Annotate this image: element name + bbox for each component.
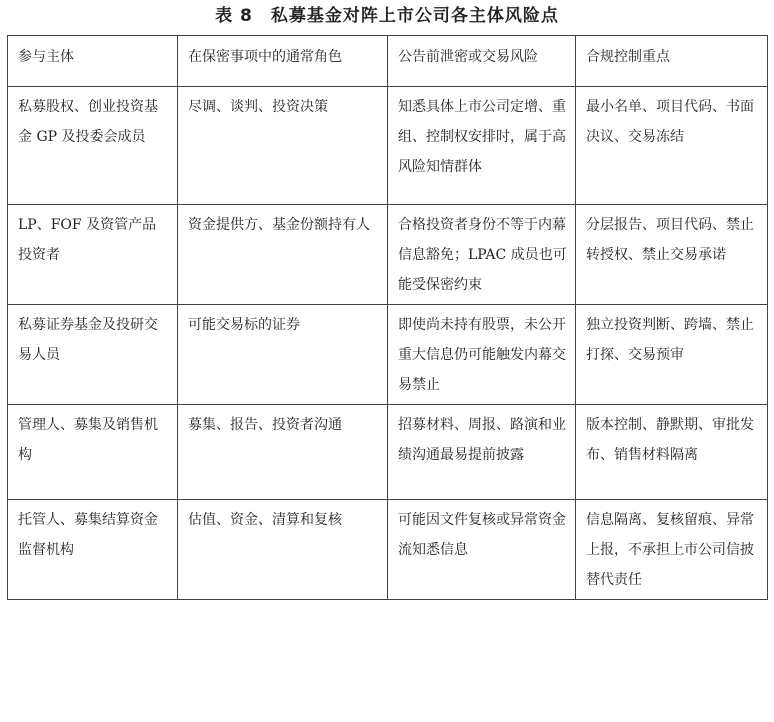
table-row — [8, 305, 768, 405]
cell-participant: 私募证券基金及投研交易人员 — [8, 305, 178, 405]
cell-leak-risk: 可能因文件复核或异常资金流知悉信息 — [388, 500, 576, 600]
table-row — [8, 405, 768, 500]
table-row — [8, 205, 768, 305]
cell-compliance-focus: 独立投资判断、跨墙、禁止打探、交易预审 — [576, 305, 768, 405]
table-title: 表 8 私募基金对阵上市公司各主体风险点 — [215, 6, 559, 26]
table-row — [8, 500, 768, 600]
header-leak-risk: 公告前泄密或交易风险 — [388, 36, 576, 87]
cell-compliance-focus: 分层报告、项目代码、禁止转授权、禁止交易承诺 — [576, 205, 768, 305]
header-role: 在保密事项中的通常角色 — [178, 36, 388, 87]
cell-participant: LP、FOF 及资管产品投资者 — [8, 205, 178, 305]
header-participant: 参与主体 — [8, 36, 178, 87]
table-header-row — [8, 36, 768, 87]
cell-compliance-focus: 最小名单、项目代码、书面决议、交易冻结 — [576, 87, 768, 205]
cell-role: 募集、报告、投资者沟通 — [178, 405, 388, 500]
cell-leak-risk: 即使尚未持有股票，未公开重大信息仍可能触发内幕交易禁止 — [388, 305, 576, 405]
risk-table — [7, 35, 768, 600]
cell-participant: 私募股权、创业投资基金 GP 及投委会成员 — [8, 87, 178, 205]
cell-role: 估值、资金、清算和复核 — [178, 500, 388, 600]
cell-leak-risk: 知悉具体上市公司定增、重组、控制权安排时，属于高风险知情群体 — [388, 87, 576, 205]
cell-compliance-focus: 版本控制、静默期、审批发布、销售材料隔离 — [576, 405, 768, 500]
cell-leak-risk: 合格投资者身份不等于内幕信息豁免；LPAC 成员也可能受保密约束 — [388, 205, 576, 305]
cell-role: 资金提供方、基金份额持有人 — [178, 205, 388, 305]
cell-role: 可能交易标的证券 — [178, 305, 388, 405]
cell-role: 尽调、谈判、投资决策 — [178, 87, 388, 205]
header-compliance-focus: 合规控制重点 — [576, 36, 768, 87]
cell-participant: 托管人、募集结算资金监督机构 — [8, 500, 178, 600]
cell-leak-risk: 招募材料、周报、路演和业绩沟通最易提前披露 — [388, 405, 576, 500]
cell-compliance-focus: 信息隔离、复核留痕、异常上报，不承担上市公司信披替代责任 — [576, 500, 768, 600]
cell-participant: 管理人、募集及销售机构 — [8, 405, 178, 500]
table-row — [8, 87, 768, 205]
